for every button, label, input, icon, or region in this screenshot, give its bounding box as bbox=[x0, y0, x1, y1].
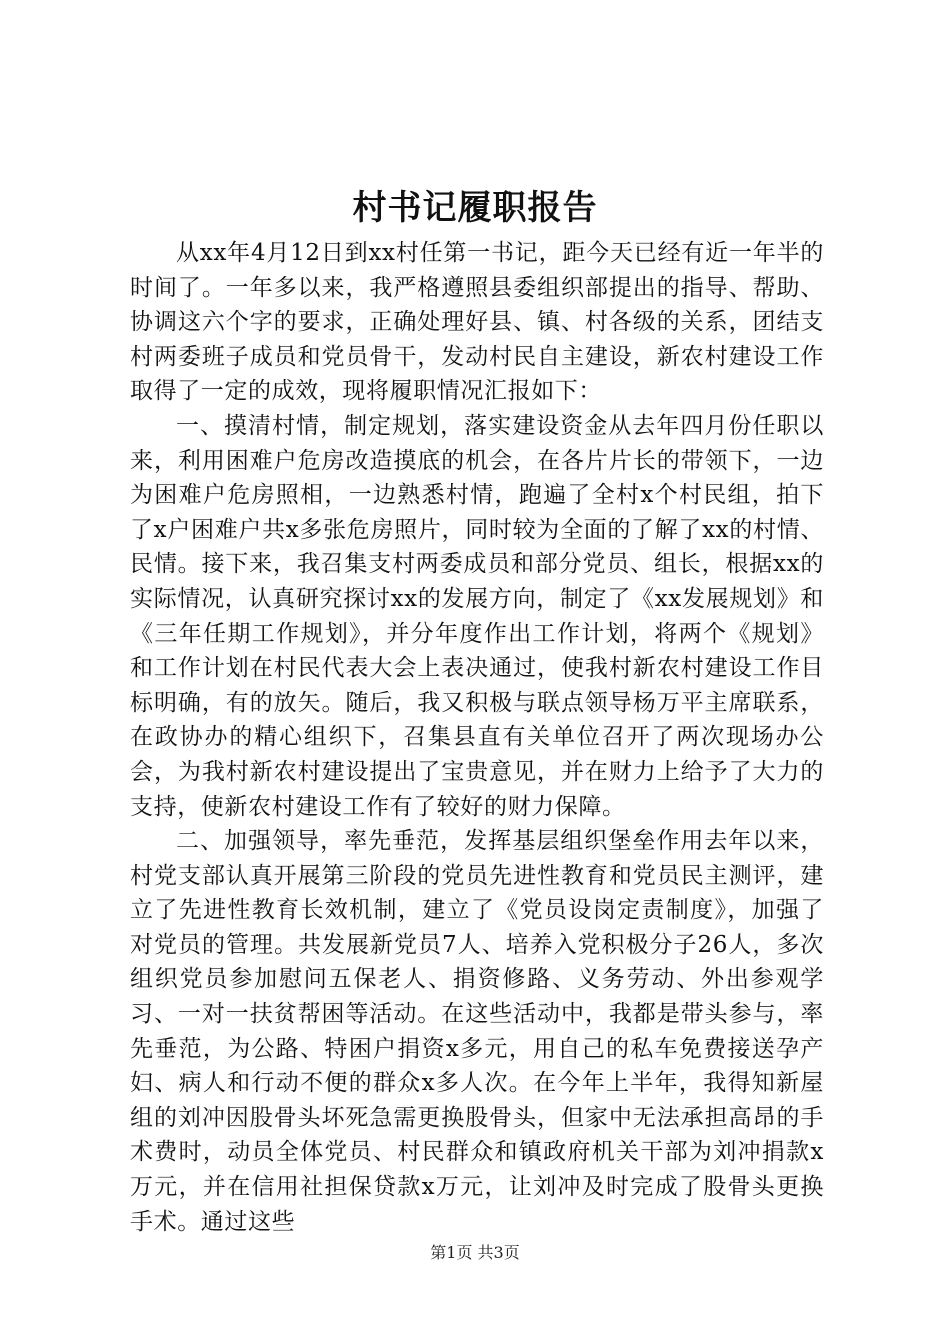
paragraph-intro: 从xx年4月12日到xx村任第一书记，距今天已经有近一年半的时间了。一年多以来，我严格遵照县委组织部提出的指导、帮助、协调这六个字的要求，正确处理好县、镇、村各级的关系，团结支村两委班子成员和党员骨干，发动村民自主建设，新农村建设工作取得了一定的成效，现将履职情况汇报如下： bbox=[130, 240, 824, 405]
page-footer: 第1页 共3页 bbox=[430, 1243, 520, 1262]
paragraph-section-two: 二、加强领导，率先垂范，发挥基层组织堡垒作用去年以来，村党支部认真开展第三阶段的党员先进性教育和党员民主测评，建立了先进性教育长效机制，建立了《党员设岗定责制度》，加强了对党员的管理。共发展新党员7人、培养入党积极分子26人，多次组织党员参加慰问五保老人、捐资修路、义务劳动、外出参观学习、一对一扶贫帮困等活动。在这些活动中，我都是带头参与，率先垂范，为公路、特困户捐资x多元，用自己的私车免费接送孕产妇、病人和行动不便的群众x多人次。在今年上半年，我得知新屋组的刘冲因股骨头坏死急需更换股骨头，但家中无法承担高昂的手术费时，动员全体党员、村民群众和镇政府机关干部为刘冲捐款x万元，并在信用社担保贷款x万元，让刘冲及时完成了股骨头更换手术。通过这些 bbox=[130, 828, 824, 1235]
paragraph-section-one: 一、摸清村情，制定规划，落实建设资金从去年四月份任职以来，利用困难户危房改造摸底的机会，在各片片长的带领下，一边为困难户危房照相，一边熟悉村情，跑遍了全村x个村民组，拍下了x户困难户共x多张危房照片，同时较为全面的了解了xx的村情、民情。接下来，我召集支村两委成员和部分党员、组长，根据xx的实际情况，认真研究探讨xx的发展方向，制定了《xx发展规划》和《三年任期工作规划》，并分年度作出工作计划，将两个《规划》和工作计划在村民代表大会上表决通过，使我村新农村建设工作目标明确，有的放矢。随后，我又积极与联点领导杨万平主席联系，在政协办的精心组织下，召集县直有关单位召开了两次现场办公会，为我村新农村建设提出了宝贵意见，并在财力上给予了大力的支持，使新农村建设工作有了较好的财力保障。 bbox=[130, 412, 824, 820]
document-body bbox=[130, 236, 824, 1239]
document-title: 村书记履职报告 bbox=[352, 188, 598, 228]
